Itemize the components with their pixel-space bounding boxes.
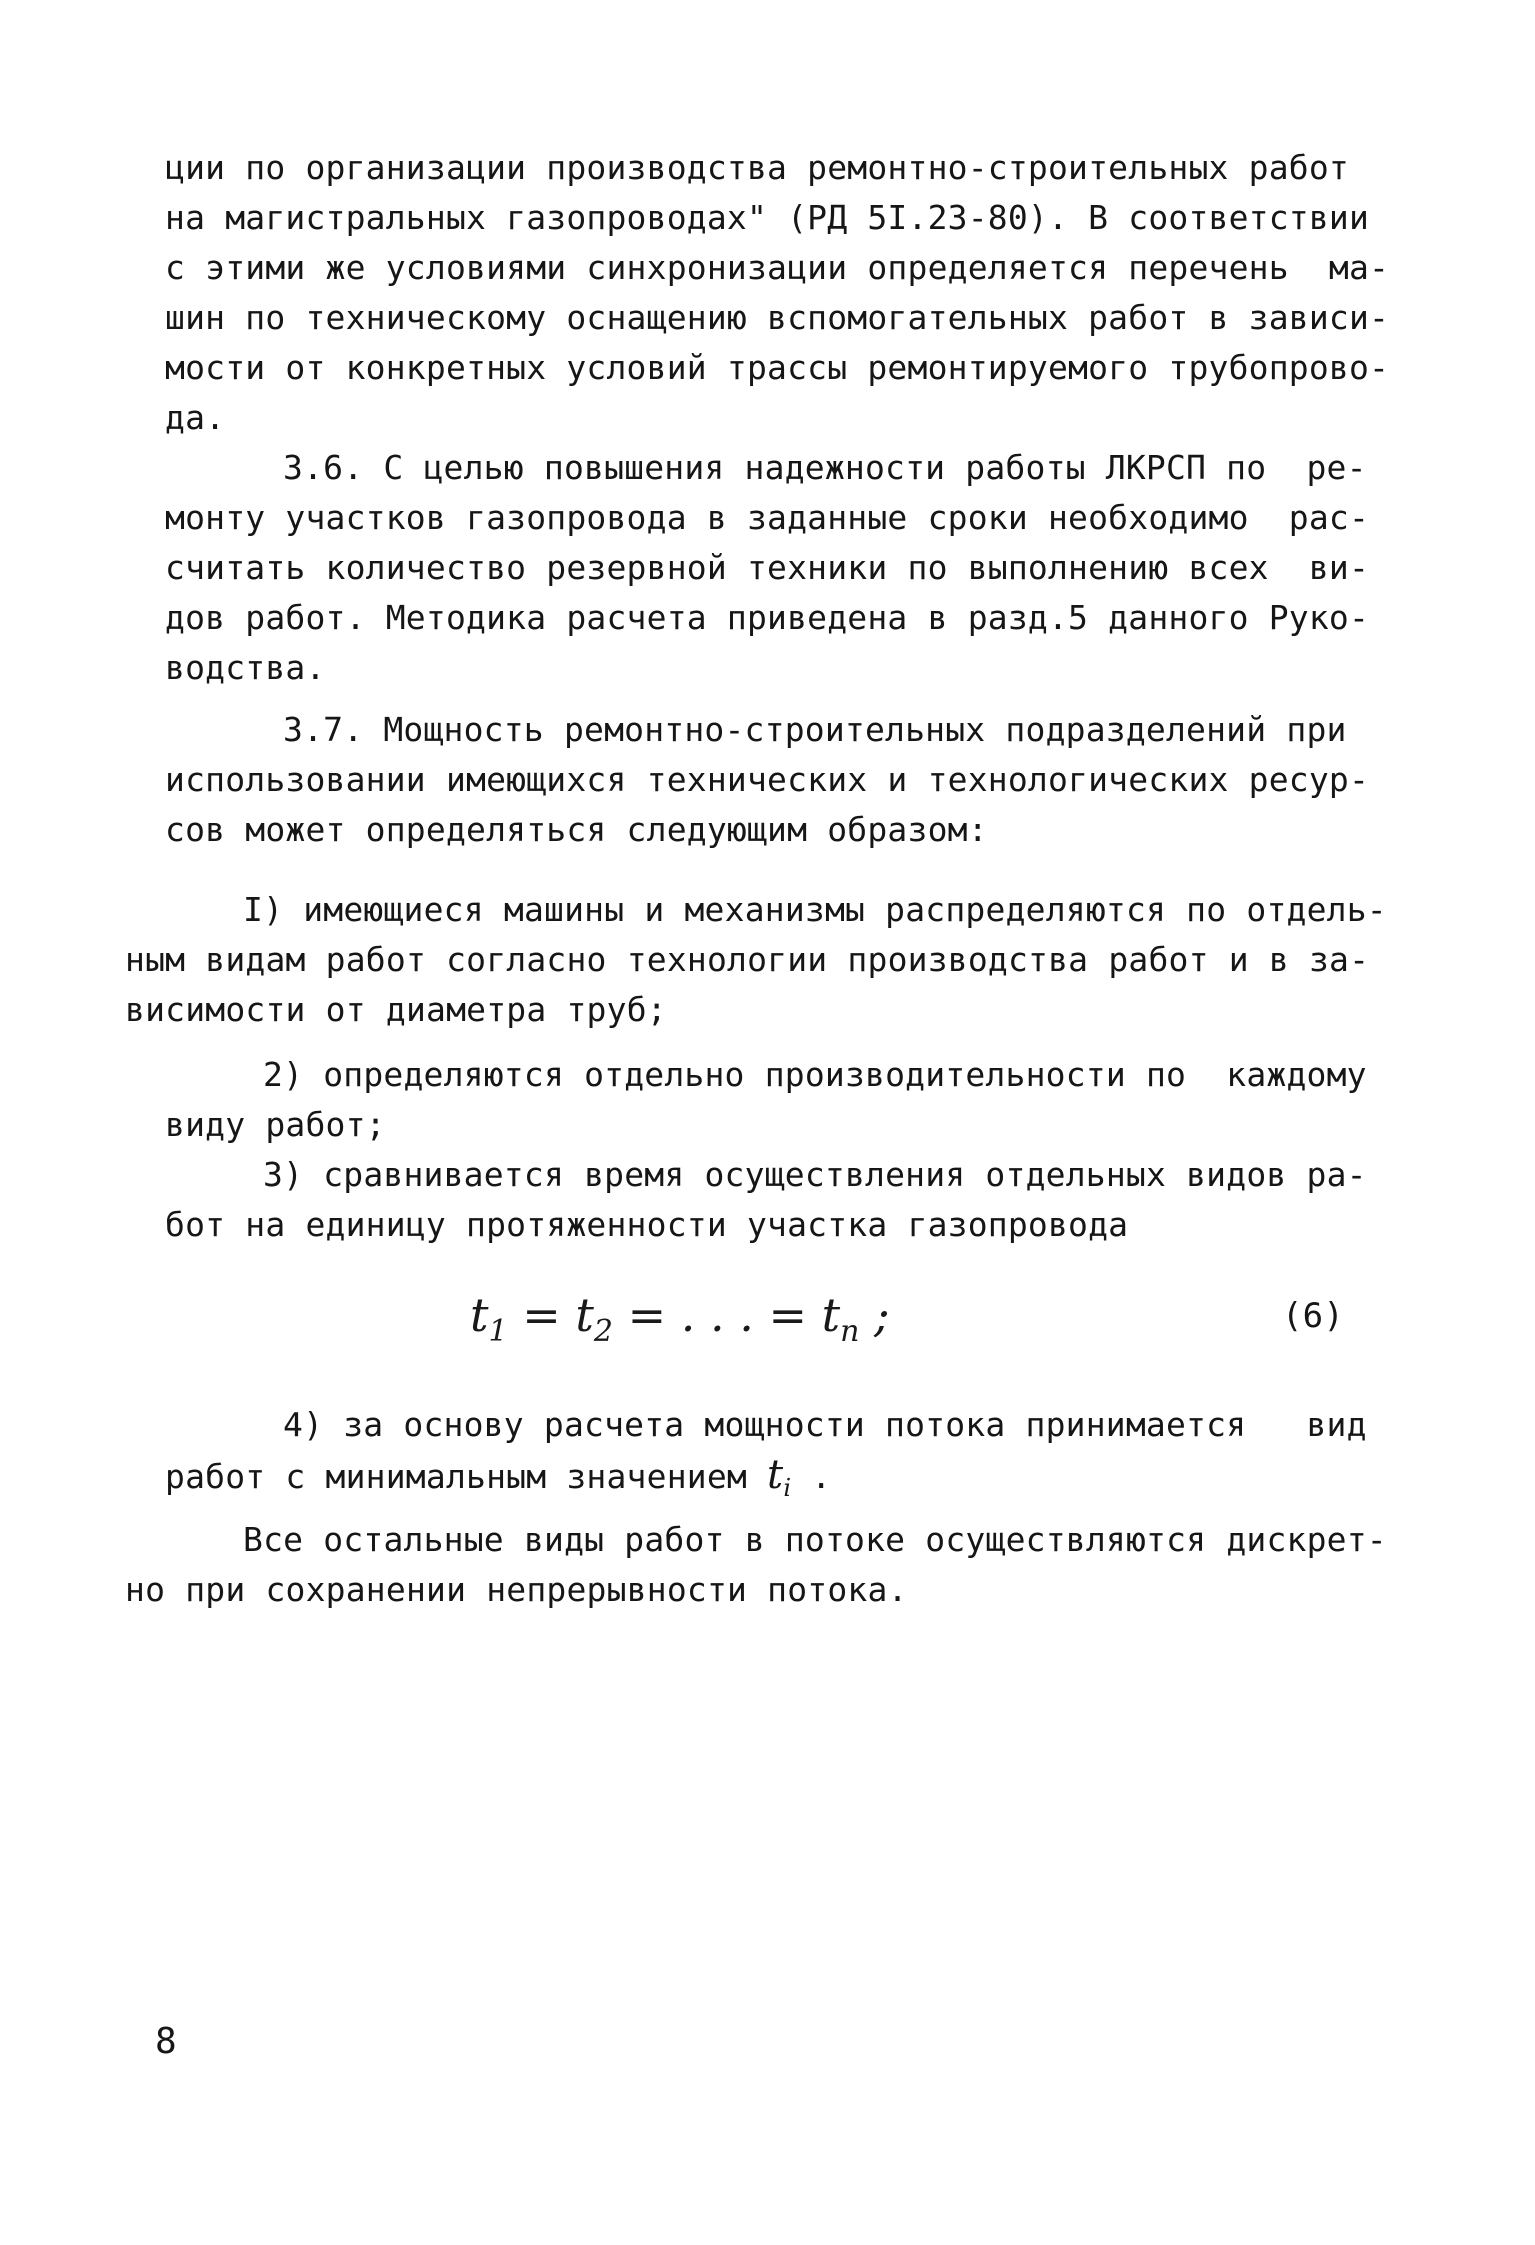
text-line: Все остальные виды работ в потоке осуществляются дискрет- <box>243 1520 1387 1559</box>
text-line-with-symbol: работ с минимальным значением $t_i$ . <box>165 1452 832 1502</box>
text-line: 3) сравнивается время осуществления отдельных видов ра- <box>263 1155 1367 1194</box>
text-line: виду работ; <box>165 1105 386 1144</box>
equation-formula: $t_1 = t_2$ = . . . = $t_n$ ; <box>470 1288 890 1349</box>
text-line: висимости от диаметра труб; <box>125 990 667 1029</box>
text-line: 3.6. С целью повышения надежности работы ЛКРСП по ре- <box>283 448 1367 487</box>
text-line: да. <box>165 398 226 437</box>
text-line: 2) определяются отдельно производительности по каждому <box>263 1055 1367 1094</box>
text-line: на магистральных газопроводах" (РД 5I.23-80). В соответствии <box>165 198 1370 237</box>
page-number: 8 <box>155 2021 177 2062</box>
text-line: ным видам работ согласно технологии производства работ и в за- <box>125 940 1370 979</box>
text-line: мости от конкретных условий трассы ремонтируемого трубопрово- <box>165 348 1390 387</box>
text-line: считать количество резервной техники по выполнению всех ви- <box>165 548 1370 587</box>
ti-symbol: $t_i$ <box>767 1452 792 1502</box>
text-line: 4) за основу расчета мощности потока принимается вид <box>283 1405 1367 1444</box>
equation-number: (6) <box>1282 1296 1345 1336</box>
text-line: монту участков газопровода в заданные сроки необходимо рас- <box>165 498 1370 537</box>
text-line: использовании имеющихся технических и технологических ресур- <box>165 760 1370 799</box>
text-line: с этими же условиями синхронизации определяется перечень ма- <box>165 248 1390 287</box>
text-line: бот на единицу протяженности участка газопровода <box>165 1205 1129 1244</box>
text-line: дов работ. Методика расчета приведена в разд.5 данного Руко- <box>165 598 1370 637</box>
text-line: I) имеющиеся машины и механизмы распределяются по отдель- <box>243 890 1387 929</box>
text-line: шин по техническому оснащению вспомогательных работ в зависи- <box>165 298 1390 337</box>
text-line: водства. <box>165 648 326 687</box>
text-line: но при сохранении непрерывности потока. <box>125 1570 908 1609</box>
text-line: ции по организации производства ремонтно-строительных работ <box>165 148 1349 187</box>
text-line: сов может определяться следующим образом: <box>165 810 988 849</box>
text-line: 3.7. Мощность ремонтно-строительных подразделений при <box>283 710 1347 749</box>
